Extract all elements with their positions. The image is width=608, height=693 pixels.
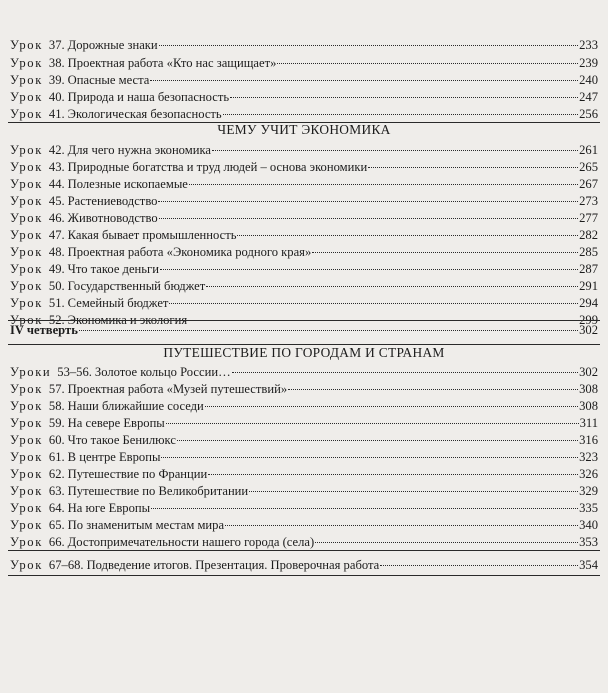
toc-entry xyxy=(10,244,598,260)
entry-page: 256 xyxy=(579,107,598,121)
entry-label: Урок xyxy=(10,484,43,498)
entry-page: 247 xyxy=(579,90,598,104)
dot-leader xyxy=(161,457,578,458)
entry-label: Урок xyxy=(10,194,43,208)
entry-number: 40. xyxy=(48,90,65,104)
dot-leader xyxy=(212,150,578,151)
entry-label: Урок xyxy=(10,211,43,225)
dot-leader xyxy=(249,491,578,492)
entry-page: 267 xyxy=(579,177,598,191)
toc-entry-final xyxy=(10,557,598,573)
dot-leader xyxy=(232,372,578,373)
entry-number: 65. xyxy=(48,518,65,532)
entry-number: 51. xyxy=(48,296,65,310)
section-divider xyxy=(8,344,600,345)
entry-page: 302 xyxy=(579,365,598,379)
entry-page: 239 xyxy=(579,56,598,70)
entry-number: 49. xyxy=(48,262,65,276)
entry-label: Урок xyxy=(10,518,43,532)
dot-leader xyxy=(177,440,578,441)
entry-title: Растениеводство xyxy=(67,194,158,208)
entry-title: Животноводство xyxy=(67,211,158,225)
toc-entry xyxy=(10,37,598,53)
entry-title: Проектная работа «Экономика родного края» xyxy=(67,245,312,259)
toc-entry xyxy=(10,210,598,226)
dot-leader xyxy=(160,269,578,270)
entry-page: 277 xyxy=(579,211,598,225)
entry-page: 323 xyxy=(579,450,598,464)
entry-page: 326 xyxy=(579,467,598,481)
toc-entry xyxy=(10,381,598,397)
entry-number: 38. xyxy=(48,56,65,70)
entry-label: Урок xyxy=(10,107,43,121)
dot-leader xyxy=(380,565,578,566)
entry-page: 291 xyxy=(579,279,598,293)
entry-title: По знаменитым местам мира xyxy=(67,518,225,532)
dot-leader xyxy=(158,201,578,202)
entry-label: Урок xyxy=(10,399,43,413)
entry-label: Урок xyxy=(10,245,43,259)
entry-title: Полезные ископаемые xyxy=(67,177,188,191)
entry-number: 66. xyxy=(48,535,65,549)
entry-page: 282 xyxy=(579,228,598,242)
dot-leader xyxy=(159,45,578,46)
entry-number: 42. xyxy=(48,143,65,157)
dot-leader xyxy=(315,542,578,543)
entry-number: 52. xyxy=(48,313,65,327)
entry-label: Урок xyxy=(10,177,43,191)
entry-title: На севере Европы xyxy=(67,416,165,430)
quarter-entry xyxy=(10,322,598,338)
toc-entry xyxy=(10,176,598,192)
entry-title: Опасные места xyxy=(67,73,150,87)
toc-entry xyxy=(10,278,598,294)
dot-leader xyxy=(230,97,578,98)
entry-title: Что такое деньги xyxy=(67,262,159,276)
entry-page: 308 xyxy=(579,399,598,413)
entry-label: Урок xyxy=(10,501,43,515)
entry-page: 287 xyxy=(579,262,598,276)
entry-label: Урок xyxy=(10,558,43,572)
entry-number: 59. xyxy=(48,416,65,430)
entry-label: Урок xyxy=(10,279,43,293)
dot-leader xyxy=(208,474,578,475)
toc-entry xyxy=(10,55,598,71)
entry-label: Урок xyxy=(10,313,43,327)
toc-entry xyxy=(10,466,598,482)
toc-entry xyxy=(10,295,598,311)
entry-number: 61. xyxy=(48,450,65,464)
dot-leader xyxy=(368,167,578,168)
quarter-label: IV четверть xyxy=(10,323,78,337)
dot-leader xyxy=(151,508,578,509)
entry-label: Урок xyxy=(10,262,43,276)
entry-page: 340 xyxy=(579,518,598,532)
entry-number: 60. xyxy=(48,433,65,447)
entry-page: 261 xyxy=(579,143,598,157)
entry-title: Экономика и экология xyxy=(67,313,188,327)
section-divider xyxy=(8,320,600,321)
entry-page: 302 xyxy=(579,323,598,337)
entry-page: 294 xyxy=(579,296,598,310)
toc-entry xyxy=(10,449,598,465)
dot-leader xyxy=(223,114,578,115)
entry-title: Природные богатства и труд людей – основа экономики xyxy=(67,160,368,174)
dot-leader xyxy=(169,303,578,304)
dot-leader xyxy=(288,389,578,390)
entry-title: Государственный бюджет xyxy=(67,279,206,293)
entry-page: 311 xyxy=(579,416,598,430)
entry-number: 48. xyxy=(48,245,65,259)
toc-entry xyxy=(10,72,598,88)
dot-leader xyxy=(225,525,578,526)
entry-number: 58. xyxy=(48,399,65,413)
entry-title: Что такое Бенилюкс xyxy=(67,433,176,447)
toc-entry xyxy=(10,89,598,105)
entry-title: Проектная работа «Музей путешествий» xyxy=(67,382,288,396)
entry-title: Для чего нужна экономика xyxy=(67,143,211,157)
toc-entry xyxy=(10,261,598,277)
toc-entry xyxy=(10,483,598,499)
dot-leader xyxy=(206,286,578,287)
entry-title: Дорожные знаки xyxy=(67,38,158,52)
entry-title: Семейный бюджет xyxy=(67,296,169,310)
entry-title: Проектная работа «Кто нас защищает» xyxy=(67,56,277,70)
entry-number: 53–56. xyxy=(57,365,92,379)
entry-title: В центре Европы xyxy=(67,450,161,464)
dot-leader xyxy=(205,406,578,407)
section-heading: ЧЕМУ УЧИТ ЭКОНОМИКА xyxy=(217,122,391,137)
section-heading: ПУТЕШЕСТВИЕ ПО ГОРОДАМ И СТРАНАМ xyxy=(163,345,445,360)
entry-label: Урок xyxy=(10,467,43,481)
dot-leader xyxy=(79,330,578,331)
entry-number: 64. xyxy=(48,501,65,515)
toc-entry xyxy=(10,517,598,533)
entry-title: Золотое кольцо России… xyxy=(94,365,231,379)
entry-title: Подведение итогов. Презентация. Проверочная работа xyxy=(86,558,380,572)
entry-number: 67–68. xyxy=(48,558,84,572)
entry-page: 335 xyxy=(579,501,598,515)
toc-entry xyxy=(10,227,598,243)
entry-title: На юге Европы xyxy=(67,501,151,515)
dot-leader xyxy=(166,423,579,424)
entry-page: 353 xyxy=(579,535,598,549)
entry-label: Урок xyxy=(10,90,43,104)
entry-label: Урок xyxy=(10,450,43,464)
entry-title: Наши ближайшие соседи xyxy=(67,399,204,413)
dot-leader xyxy=(277,63,578,64)
entry-label: Урок xyxy=(10,73,43,87)
dot-leader xyxy=(237,235,578,236)
entry-number: 57. xyxy=(48,382,65,396)
entry-label: Урок xyxy=(10,143,43,157)
entry-page: 316 xyxy=(579,433,598,447)
dot-leader xyxy=(312,252,578,253)
entry-page: 285 xyxy=(579,245,598,259)
entry-title: Природа и наша безопасность xyxy=(67,90,230,104)
toc-entry xyxy=(10,193,598,209)
dot-leader xyxy=(189,184,578,185)
toc-entry xyxy=(10,415,598,431)
entry-number: 43. xyxy=(48,160,65,174)
entry-title: Путешествие по Франции xyxy=(67,467,208,481)
entry-label: Урок xyxy=(10,160,43,174)
entry-label: Урок xyxy=(10,433,43,447)
entry-page: 299 xyxy=(579,313,598,327)
entry-page: 265 xyxy=(579,160,598,174)
entry-label: Урок xyxy=(10,382,43,396)
entry-label: Урок xyxy=(10,38,43,52)
dot-leader xyxy=(159,218,578,219)
section-divider xyxy=(8,122,600,123)
entry-label: Урок xyxy=(10,56,43,70)
entry-page: 240 xyxy=(579,73,598,87)
entry-page: 354 xyxy=(579,558,598,572)
entry-label: Урок xyxy=(10,228,43,242)
entry-number: 39. xyxy=(48,73,65,87)
entry-number: 62. xyxy=(48,467,65,481)
entry-page: 233 xyxy=(579,38,598,52)
entry-page: 329 xyxy=(579,484,598,498)
entry-number: 47. xyxy=(48,228,65,242)
dot-leader xyxy=(150,80,578,81)
toc-entry xyxy=(10,500,598,516)
entry-number: 41. xyxy=(48,107,65,121)
toc-entry xyxy=(10,398,598,414)
entry-label: Урок xyxy=(10,416,43,430)
entry-label: Урок xyxy=(10,296,43,310)
entry-label: Урок xyxy=(10,535,43,549)
toc-entry xyxy=(10,159,598,175)
toc-entry xyxy=(10,432,598,448)
toc-entry xyxy=(10,106,598,122)
entry-title: Экологическая безопасность xyxy=(67,107,222,121)
entry-number: 37. xyxy=(48,38,65,52)
entry-page: 273 xyxy=(579,194,598,208)
entry-label: Уроки xyxy=(10,365,52,379)
toc-entry xyxy=(10,364,598,380)
entry-title: Какая бывает промышленность xyxy=(67,228,237,242)
entry-number: 44. xyxy=(48,177,65,191)
entry-number: 46. xyxy=(48,211,65,225)
entry-title: Достопримечательности нашего города (села) xyxy=(67,535,315,549)
section-divider xyxy=(8,575,600,576)
entry-number: 63. xyxy=(48,484,65,498)
section-divider xyxy=(8,550,600,551)
toc-entry xyxy=(10,142,598,158)
entry-number: 50. xyxy=(48,279,65,293)
entry-number: 45. xyxy=(48,194,65,208)
entry-title: Путешествие по Великобритании xyxy=(67,484,249,498)
entry-page: 308 xyxy=(579,382,598,396)
toc-entry xyxy=(10,534,598,550)
